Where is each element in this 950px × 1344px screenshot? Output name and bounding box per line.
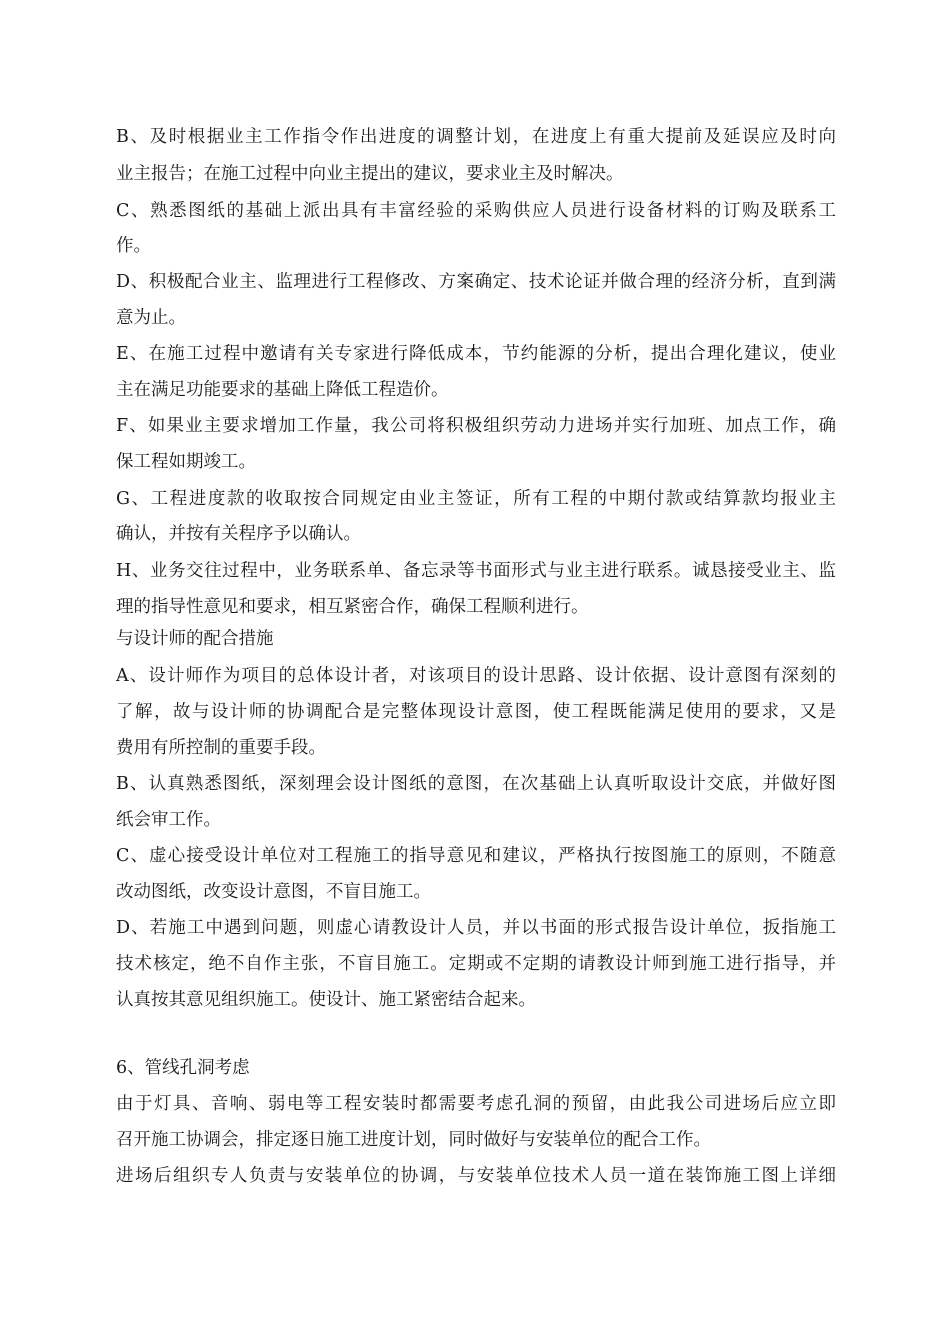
paragraph-c-line-2: 作。 (116, 236, 151, 256)
designer-a-line-3: 费用有所控制的重要手段。 (116, 738, 326, 758)
paragraph-g-line-2: 确认，并按有关程序予以确认。 (116, 524, 361, 544)
designer-d-line-3: 认真按其意见组织施工。使设计、施工紧密结合起来。 (116, 990, 536, 1010)
designer-b-line-1: B、认真熟悉图纸，深刻理会设计图纸的意图，在次基础上认真听取设计交底，并做好图 (116, 774, 836, 794)
paragraph-b-line-2: 业主报告；在施工过程中向业主提出的建议，要求业主及时解决。 (116, 164, 624, 184)
section-6-p1-line-2: 召开施工协调会，排定逐日施工进度计划，同时做好与安装单位的配合工作。 (116, 1130, 711, 1150)
paragraph-e-line-2: 主在满足功能要求的基础上降低工程造价。 (116, 380, 449, 400)
section-heading-6: 6、管线孔洞考虑 (116, 1058, 250, 1078)
designer-a-line-1: A、设计师作为项目的总体设计者，对该项目的设计思路、设计依据、设计意图有深刻的 (116, 666, 836, 686)
section-6-p1-line-1: 由于灯具、音响、弱电等工程安装时都需要考虑孔洞的预留，由此我公司进场后应立即 (116, 1094, 836, 1114)
paragraph-d-line-2: 意为止。 (116, 308, 186, 328)
designer-d-line-2: 技术核定，绝不自作主张，不盲目施工。定期或不定期的请教设计师到施工进行指导，并 (116, 954, 836, 974)
paragraph-d-line-1: D、积极配合业主、监理进行工程修改、方案确定、技术论证并做合理的经济分析，直到满 (116, 272, 836, 292)
designer-c-line-2: 改动图纸，改变设计意图，不盲目施工。 (116, 882, 431, 902)
paragraph-e-line-1: E、在施工过程中邀请有关专家进行降低成本，节约能源的分析，提出合理化建议，使业 (116, 344, 836, 364)
section-6-p2-line-1: 进场后组织专人负责与安装单位的协调，与安装单位技术人员一道在装饰施工图上详细 (116, 1166, 836, 1186)
paragraph-b-line-1: B、及时根据业主工作指令作出进度的调整计划，在进度上有重大提前及延误应及时向 (116, 127, 836, 147)
paragraph-g-line-1: G、工程进度款的收取按合同规定由业主签证，所有工程的中期付款或结算款均报业主 (116, 489, 836, 509)
paragraph-f-line-1: F、如果业主要求增加工作量，我公司将积极组织劳动力进场并实行加班、加点工作，确 (116, 416, 836, 436)
section-heading-designer: 与设计师的配合措施 (116, 629, 274, 649)
paragraph-h-line-2: 理的指导性意见和要求，相互紧密合作，确保工程顺利进行。 (116, 597, 589, 617)
designer-d-line-1: D、若施工中遇到问题，则虚心请教设计人员，并以书面的形式报告设计单位，扳指施工 (116, 918, 836, 938)
designer-a-line-2: 了解，故与设计师的协调配合是完整体现设计意图，使工程既能满足使用的要求，又是 (116, 702, 836, 722)
designer-b-line-2: 纸会审工作。 (116, 810, 221, 830)
paragraph-f-line-2: 保工程如期竣工。 (116, 452, 256, 472)
paragraph-c-line-1: C、熟悉图纸的基础上派出具有丰富经验的采购供应人员进行设备材料的订购及联系工 (116, 201, 836, 221)
paragraph-h-line-1: H、业务交往过程中，业务联系单、备忘录等书面形式与业主进行联系。诚恳接受业主、监 (116, 561, 836, 581)
designer-c-line-1: C、虚心接受设计单位对工程施工的指导意见和建议，严格执行按图施工的原则，不随意 (116, 846, 836, 866)
